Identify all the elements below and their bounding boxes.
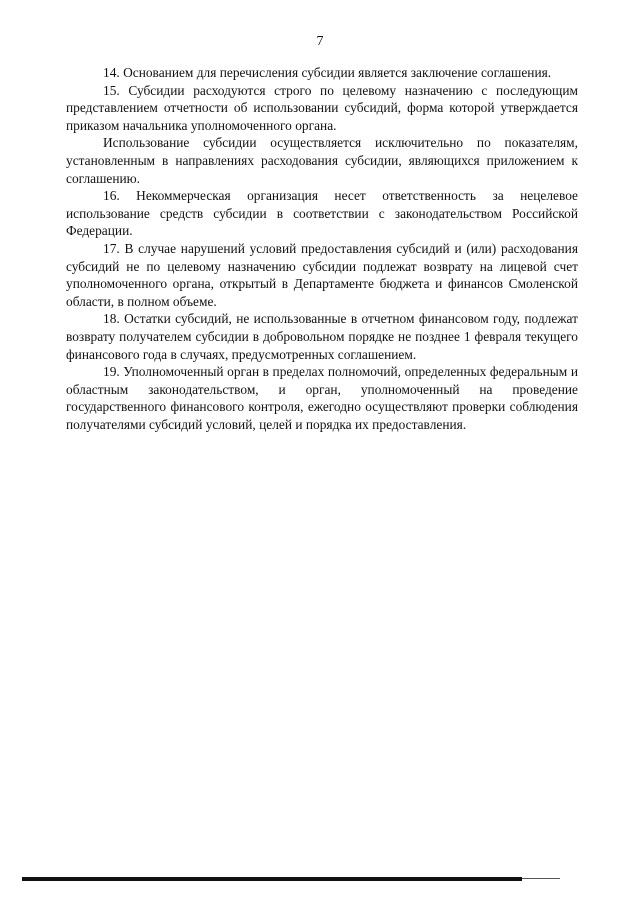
- bottom-divider-tail: [522, 878, 560, 879]
- document-body: [66, 64, 578, 433]
- paragraph-15: 15. Субсидии расходуются строго по целевому назначению с последующим представлением отчетности об использовании субсидий, форма которой утверждается приказом начальника уполномоченного органа.: [66, 82, 578, 133]
- paragraph-14: 14. Основанием для перечисления субсидии является заключение соглашения.: [103, 65, 552, 80]
- page-number: 7: [316, 34, 324, 49]
- paragraph-16: 16. Некоммерческая организация несет ответственность за нецелевое использование средств субсидии в соответствии с законодательством Российской Федерации.: [66, 188, 578, 239]
- paragraph-17: 17. В случае нарушений условий предоставления субсидий и (или) расходования субсидий не по целевому назначению субсидии подлежат возврату на лицевой счет уполномоченного органа, открытый в Департаменте бюджета и финансов Смоленской области, в полном объеме.: [66, 240, 578, 309]
- paragraph-15-continued: Использование субсидии осуществляется исключительно по показателям, установленным в направлениях расходования субсидии, являющихся приложением к соглашению.: [66, 135, 578, 186]
- paragraph-19: 19. Уполномоченный орган в пределах полномочий, определенных федеральным и областным законодательством, и орган, уполномоченный на проведение государственного финансового контроля, ежегодно осуществляют проверки соблюдения получателями субсидий условий, целей и порядка их предоставления.: [66, 364, 578, 432]
- bottom-divider: [22, 877, 522, 881]
- paragraph-18: 18. Остатки субсидий, не использованные в отчетном финансовом году, подлежат возврату получателем субсидии в добровольном порядке не позднее 1 февраля текущего финансового года в случаях, предусмотренных соглашением.: [66, 311, 578, 362]
